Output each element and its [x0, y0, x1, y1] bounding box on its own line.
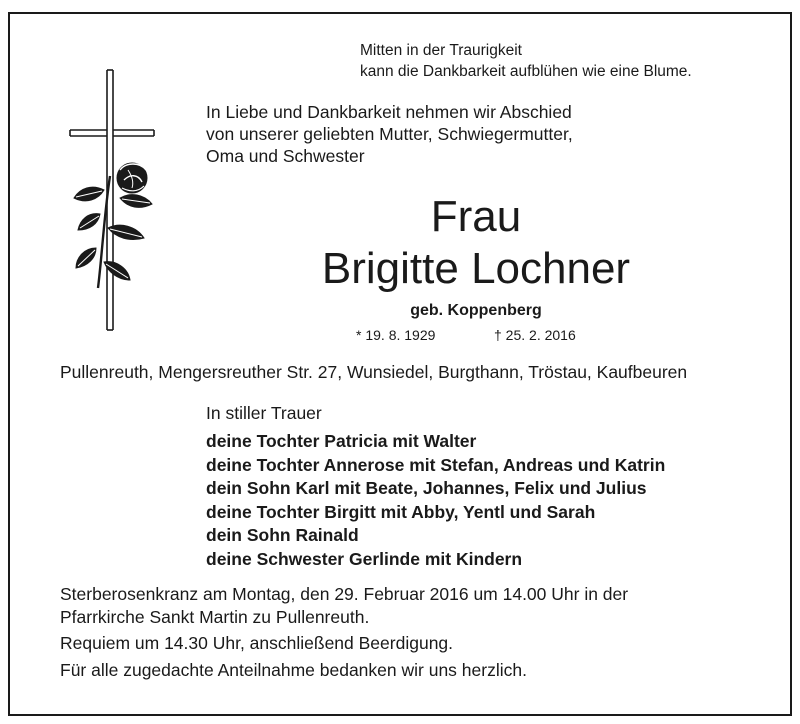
family-member: deine Tochter Birgitt mit Abby, Yentl und Sarah: [206, 501, 596, 522]
rosary-line: Pfarrkirche Sankt Martin zu Pullenreuth.: [60, 606, 370, 627]
family-member: deine Tochter Patricia mit Walter: [206, 431, 477, 451]
family-member: dein Sohn Karl mit Beate, Johannes, Felix und Julius: [206, 478, 647, 498]
family-member: dein Sohn Rainald: [206, 525, 359, 545]
quote-line: kann die Dankbarkeit aufblühen wie eine Blume.: [360, 63, 692, 80]
maiden-name: geb. Koppenberg: [410, 302, 542, 319]
mourners-heading: In stiller Trauer: [206, 403, 322, 423]
obituary-notice: [8, 12, 792, 716]
intro-line: In Liebe und Dankbarkeit nehmen wir Abschied: [206, 102, 572, 122]
quote-line: Mitten in der Traurigkeit: [360, 42, 522, 59]
family-member: deine Tochter Annerose mit Stefan, Andreas und Katrin: [206, 454, 666, 475]
address-line: Pullenreuth, Mengersreuther Str. 27, Wunsiedel, Burgthann, Tröstau, Kaufbeuren: [60, 362, 688, 382]
deceased-title: Frau: [430, 192, 522, 241]
death-date: † 25. 2. 2016: [494, 327, 576, 343]
requiem-line: Requiem um 14.30 Uhr, anschließend Beerdigung.: [60, 633, 454, 653]
quote: [360, 40, 692, 82]
rosary-line: Sterberosenkranz am Montag, den 29. Februar 2016 um 14.00 Uhr in der: [60, 584, 629, 604]
intro-line: Oma und Schwester: [206, 146, 365, 166]
service-info: [60, 583, 628, 681]
deceased-name: Brigitte Lochner: [321, 244, 631, 293]
intro-text: [206, 101, 573, 167]
thanks-line: Für alle zugedachte Anteilnahme bedanken wir uns herzlich.: [60, 659, 527, 680]
family-list: [206, 430, 665, 571]
intro-line: von unserer geliebten Mutter, Schwiegermutter,: [206, 124, 573, 144]
birth-date: * 19. 8. 1929: [356, 327, 436, 343]
family-member: deine Schwester Gerlinde mit Kindern: [206, 548, 523, 569]
